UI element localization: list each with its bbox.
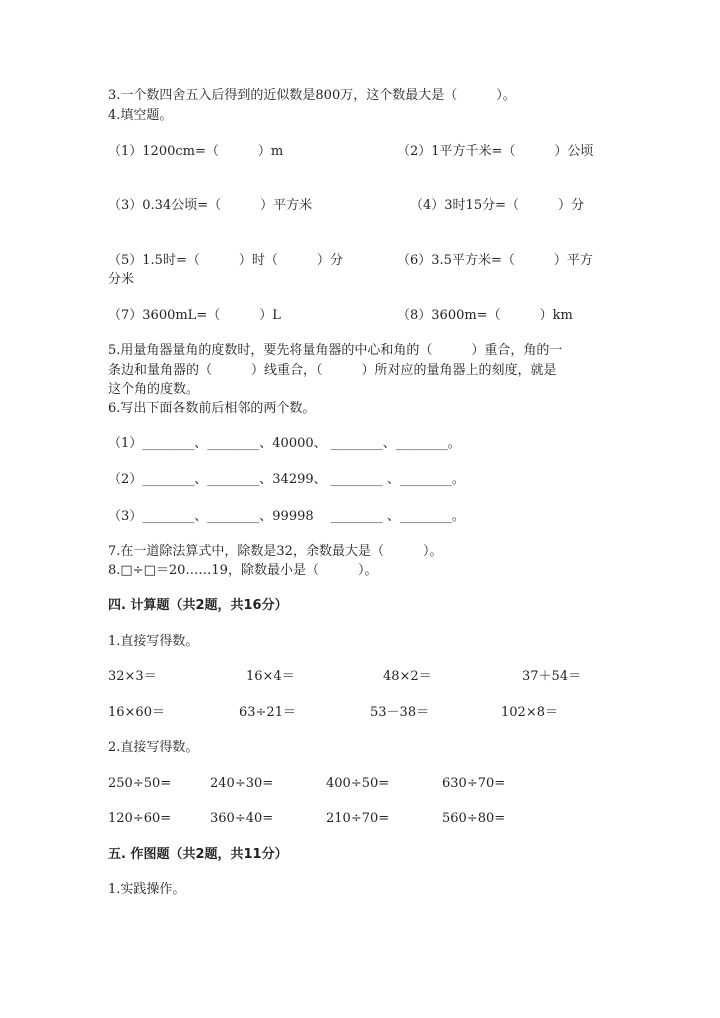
- q6-row-2: （2）________、________、34299、 ________ 、________。: [108, 472, 465, 487]
- q4-item-4: （4）3时15分=（ ）分: [410, 198, 584, 213]
- section-4-title: 四. 计算题（共2题，共16分）: [108, 598, 288, 613]
- question-8: 8.□÷□＝20……19，除数最小是（ ）。: [108, 563, 378, 578]
- q6-row-1: （1）________、________、40000、 ________、________。: [108, 436, 461, 451]
- q4-item-2: （2）1平方千米=（ ）公顷: [397, 144, 594, 159]
- calc-r1-c3: 48×2＝: [383, 669, 432, 684]
- section-4-part-2: 2.直接写得数。: [108, 740, 199, 755]
- calc-r2-c2: 63÷21＝: [239, 705, 296, 720]
- section-4-part-1: 1.直接写得数。: [108, 634, 199, 649]
- q4-item-8: （8）3600m=（ ）km: [397, 308, 573, 323]
- q4-item-1: （1）1200cm=（ ）m: [108, 144, 284, 159]
- calc-r3-c4: 630÷70=: [442, 776, 506, 791]
- q4-item-6: （6）3.5平方米=（ ）平方: [397, 253, 593, 268]
- q4-item-7: （7）3600mL=（ ）L: [108, 308, 281, 323]
- calc-r1-c1: 32×3＝: [108, 669, 157, 684]
- calc-r1-c4: 37＋54＝: [522, 669, 582, 684]
- calc-r4-c3: 210÷70=: [326, 811, 390, 826]
- q6-row-3: （3）________、________、99998 ________ 、________。: [108, 509, 465, 524]
- question-5-line-2: 条边和量角器的（ ）线重合，（ ）所对应的量角器上的刻度，就是: [108, 363, 557, 378]
- calc-r2-c3: 53－38＝: [370, 705, 430, 720]
- calc-r2-c4: 102×8＝: [501, 705, 558, 720]
- calc-r1-c2: 16×4＝: [246, 669, 295, 684]
- question-5-line-1: 5.用量角器量角的度数时，要先将量角器的中心和角的（ ）重合，角的一: [108, 343, 563, 358]
- calc-r3-c3: 400÷50=: [326, 776, 390, 791]
- calc-r3-c1: 250÷50=: [108, 776, 172, 791]
- q4-item-6-cont: 分米: [108, 272, 135, 287]
- question-7: 7.在一道除法算式中，除数是32，余数最大是（ ）。: [108, 544, 443, 559]
- calc-r4-c4: 560÷80=: [442, 811, 506, 826]
- question-6-title: 6.写出下面各数前后相邻的两个数。: [108, 401, 316, 416]
- calc-r3-c2: 240÷30=: [210, 776, 274, 791]
- calc-r2-c1: 16×60＝: [108, 705, 165, 720]
- q4-item-5: （5）1.5时=（ ）时（ ）分: [108, 253, 343, 268]
- calc-r4-c1: 120÷60=: [108, 811, 172, 826]
- calc-r4-c2: 360÷40=: [210, 811, 274, 826]
- question-5-line-3: 这个角的度数。: [108, 382, 200, 397]
- q4-item-3: （3）0.34公顷=（ ）平方米: [108, 198, 313, 213]
- section-5-title: 五. 作图题（共2题，共11分）: [108, 847, 288, 862]
- question-3: 3.一个数四舍五入后得到的近似数是800万，这个数最大是（ ）。: [108, 88, 516, 103]
- question-4-title: 4.填空题。: [108, 108, 173, 123]
- section-5-part-1: 1.实践操作。: [108, 882, 186, 897]
